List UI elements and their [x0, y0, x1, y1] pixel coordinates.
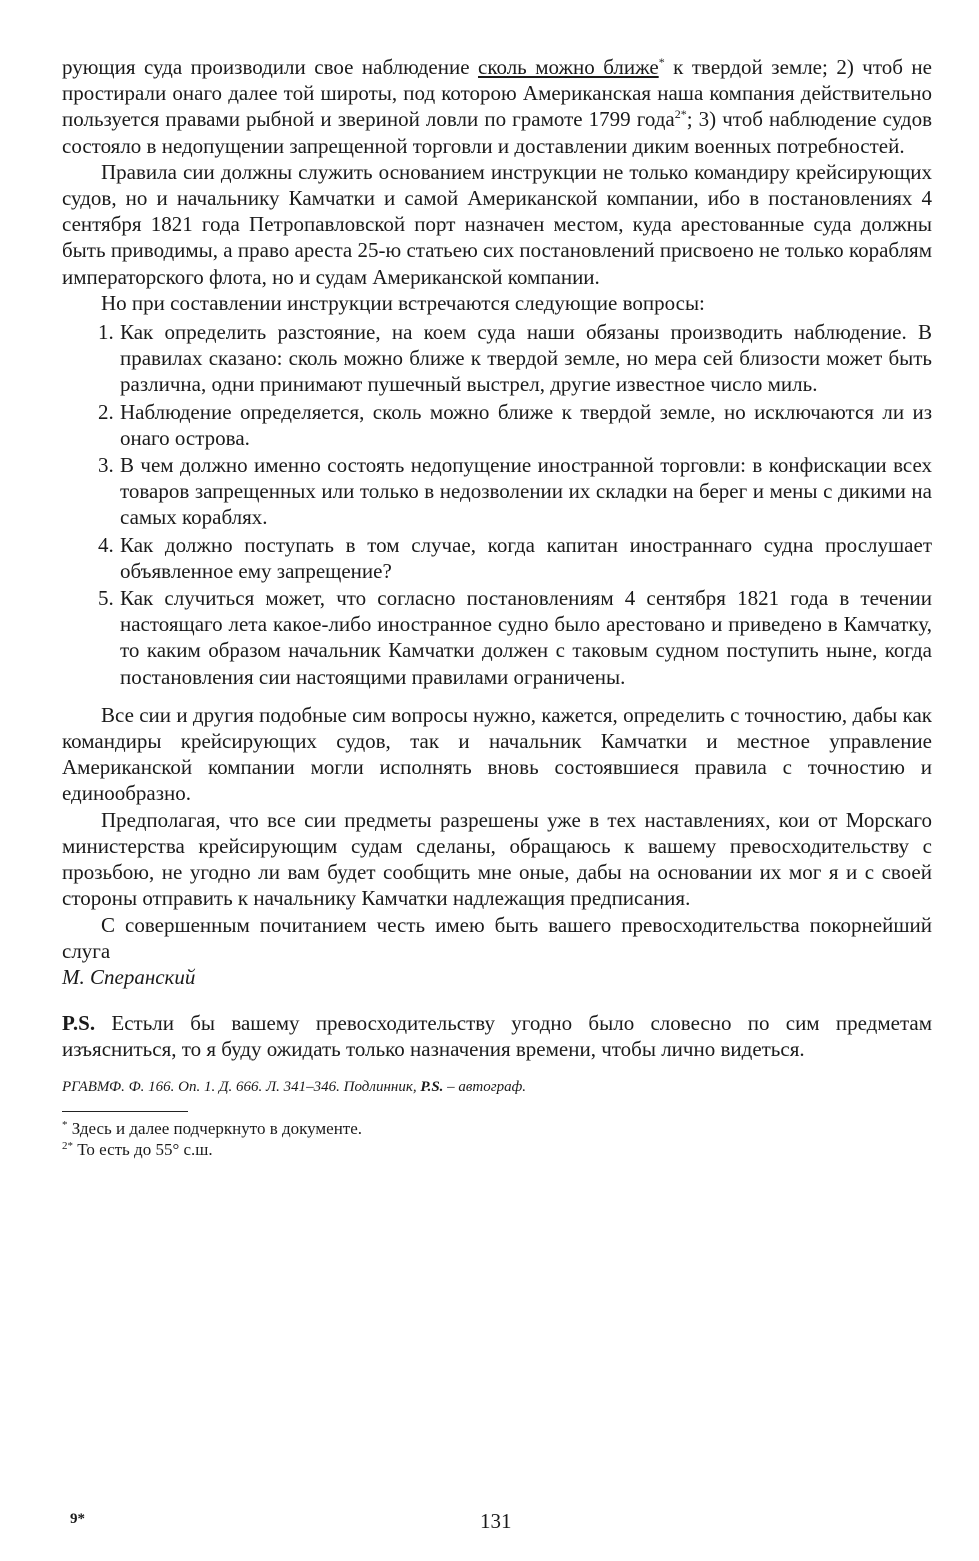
- sheet-mark: 9*: [70, 1511, 85, 1527]
- paragraph-5: Предполагая, что все сии предметы разрешены уже в тех наставлениях, кои от Морскаго министерства крейсирующим судам сделаны, обращаюсь к вашему превосходительству с прозьбою, не угодно ли вам будет сообщить мне оные, дабы на основании их мог я и с своей стороны отправить к начальнику Камчатки надлежащия предписания.: [62, 807, 932, 911]
- text-span: к твердой земле; 2) чтоб не простирали онаго далее той широты, под которою Американская наша компания действительно пользуется правами рыбной и звериной ловли по грамоте 1799 года: [62, 55, 932, 132]
- footnote-mark-2: 2*: [674, 107, 687, 122]
- footnote-1: [62, 1118, 932, 1139]
- postscript-label: P.S.: [62, 1011, 96, 1036]
- underlined-phrase: сколь можно ближе: [478, 55, 659, 79]
- paragraph-1: [62, 54, 932, 159]
- footnote-divider: [62, 1111, 188, 1112]
- signature: М. Сперанский: [62, 964, 196, 989]
- document-body: [62, 54, 932, 1160]
- postscript: [62, 1010, 932, 1062]
- text-span: – автограф.: [443, 1078, 527, 1095]
- footnote-text: Здесь и далее подчеркнуто в документе.: [67, 1118, 363, 1138]
- footnote-text: То есть до 55° с.ш.: [73, 1139, 213, 1159]
- question-item: [98, 319, 932, 398]
- text-span: ; 3) чтоб наблюдение судов состояло в недопущении запрещенной торговли и доставлении диким военных потребностей.: [62, 107, 932, 158]
- closing-paragraph: С совершенным почитанием честь имею быть вашего превосходительства покорнейший слуга: [62, 912, 932, 963]
- question-item: [98, 532, 932, 584]
- question-number: 3.: [98, 453, 114, 478]
- paragraph-2: Правила сии должны служить основанием инструкции не только командиру крейсирующих судов, но и начальнику Камчатки и самой Американской компании, ибо в постановлениях 4 сентября 1821 года Петропавловской порт назначен местом, куда арестованные суда должны быть приводимы, а право ареста 25-ю статьею сих постановлений присвоено не только кораблям императорского флота, но и судам Американской компании.: [62, 159, 932, 289]
- question-text: Как определить разстояние, на коем суда наши обязаны производить наблюдение. В правилах сказано: сколь можно ближе к твердой земле, но мера сей близости может быть различна, одни принимают пушечный выстрел, другие известное число миль.: [120, 320, 932, 397]
- question-text: Как случиться может, что согласно постановлениям 4 сентября 1821 года в течении настоящаго лета какое-либо иностранное судно было арестовано и приведено в Камчатку, то каким образом начальник Камчатки должен с таковым судном поступить ныне, когда постановления сии настоящими правилами ограничены.: [120, 586, 932, 689]
- text-span-bold: P.S.: [420, 1078, 444, 1095]
- footnote-2: [62, 1139, 932, 1160]
- question-number: 2.: [98, 399, 114, 424]
- text-span: рующия суда производили свое наблюдение: [62, 55, 479, 79]
- archival-source: [62, 1077, 932, 1097]
- question-number: 1.: [98, 320, 114, 345]
- question-text: Наблюдение определяется, сколь можно ближе к твердой земле, но исключаются ли из онаго острова.: [120, 399, 932, 450]
- question-number: 4.: [98, 532, 114, 557]
- question-item: [98, 399, 932, 451]
- footnote-mark-1: *: [658, 55, 665, 69]
- questions-list: [62, 319, 932, 690]
- postscript-text: Естьли бы вашему превосходительству угодно было словесно по сим предметам изъясниться, то я буду ожидать только назначения времени, чтобы лично видеться.: [62, 1011, 932, 1062]
- paragraph-3: Но при составлении инструкции встречаются следующие вопросы:: [101, 290, 705, 315]
- footnote-mark: *: [62, 1118, 68, 1131]
- text-span: РГАВМФ. Ф. 166. Оп. 1. Д. 666. Л. 341–346. Подлинник,: [62, 1078, 421, 1095]
- question-text: В чем должно именно состоять недопущение иностранной торговли: в конфискации всех товаров запрещенных или только в недозволении их складки на берег и мены с дикими на самых кораблях.: [120, 453, 932, 530]
- question-item: [98, 452, 932, 531]
- paragraph-4: Все сии и другия подобные сим вопросы нужно, кажется, определить с точностию, дабы как командиры крейсирующих судов, так и начальник Камчатки и местное управление Американской компании могли исполнять вновь состоявшиеся правила с точностию и единообразно.: [62, 702, 932, 806]
- question-text: Как должно поступать в том случае, когда капитан иностраннаго судна прослушает объявленное ему запрещение?: [120, 532, 932, 583]
- question-number: 5.: [98, 586, 114, 611]
- footnote-mark: 2*: [62, 1139, 73, 1152]
- question-item: [98, 585, 932, 690]
- page-number: 131: [480, 1509, 512, 1533]
